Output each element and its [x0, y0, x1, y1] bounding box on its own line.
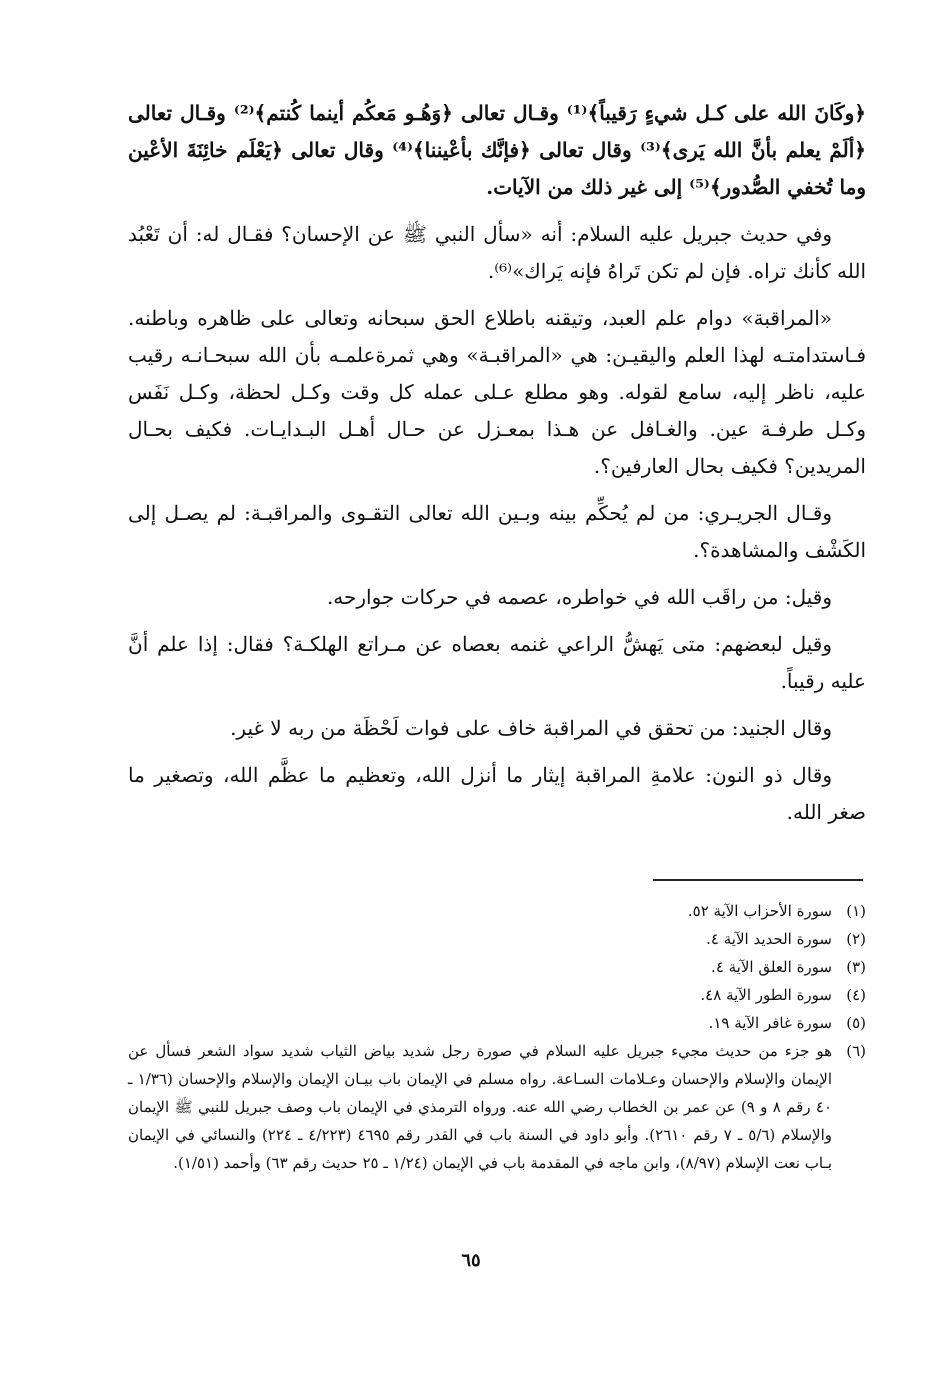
footnote-item [128, 1009, 866, 1037]
paragraph-dhu-al-nun: وقال ذو النون: علامةِ المراقبة إيثار ما أنزل الله، وتعظيم ما عظَّم الله، وتصغير ما صغر الله. [128, 763, 866, 824]
footnote-number: (١) [846, 902, 866, 920]
footnote-text: سورة غافر الآية ١٩. [708, 1014, 832, 1032]
footnote-item [128, 925, 866, 953]
footnote-item [128, 1037, 866, 1177]
footnote-item [128, 981, 866, 1009]
main-text [128, 95, 866, 841]
footnote-item [128, 897, 866, 925]
footnote-text: سورة العلق الآية ٤. [711, 958, 832, 976]
footnote-text: سورة الطور الآية ٤٨. [700, 986, 832, 1004]
footnote-text: سورة الأحزاب الآية ٥٢. [687, 902, 832, 920]
paragraph-qil-1: وقيل: من راقَب الله في خواطره، عصمه في حركات جوارحه. [326, 585, 832, 609]
paragraph-junayd: وقال الجنيد: من تحقق في المراقبة خاف على فوات لَحْظَة من ربه لا غير. [230, 716, 832, 740]
paragraph-jariri: وقـال الجريـري: من لم يُحكِّم بينه وبـين الله تعالى التقـوى والمراقبـة: لم يصـل إلى الكَشْف والمشاهدة؟. [128, 501, 866, 562]
footnote-text: سورة الحديد الآية ٤. [706, 930, 832, 948]
footnote-text: هو جزء من حديث مجيء جبريل عليه السلام في صورة رجل شديد بياض الثياب شديد سواد الشعر فسأل عن الإيمان والإسلام والإحسان وعـلامات السـاعة. رواه مسلم في الإيمان باب بيـان الإيمان والإسلام والإحسان (١/٣٦ ـ ٤٠ رقم ٨ و ٩) عن عمر بن الخطاب رضي الله عنه. ورواه الترمذي في الإيمان باب وصف جبريل للنبي ﷺ الإيمان والإسلام (٥/٦ ـ ٧ رقم ٢٦١٠). وأبو داود في السنة باب في القدر رقم ٤٦٩٥ (٤/٢٢٣ ـ ٢٢٤) والنسائي في الإيمان بـاب نعت الإسلام (٨/٩٧)، وابن ماجه في المقدمة باب في الإيمان (١/٢٤ ـ ٢٥ حديث رقم ٦٣) وأحمد (١/٥١). [128, 1042, 833, 1172]
paragraph-jibril-hadith: وفي حديث جبريل عليه السلام: أنه «سأل النبي ﷺ عن الإحسان؟ فقـال له: أن تَعْبُد الله كأنك تراه. فإن لم تكن تَراهُ فإنه يَراك»⁽⁶⁾. [128, 222, 866, 283]
paragraph-verses: ﴿وكَانَ الله على كـل شيءٍ رَقيباً﴾⁽¹⁾ وقـال تعالى ﴿وَهُـو مَعكُم أينما كُنتم﴾⁽²⁾ وقـال تعالى ﴿ألَمْ يعلم بأنَّ الله يَرى﴾⁽³⁾ وقال تعالى ﴿فإنَّك بأعْيننا﴾⁽⁴⁾ وقال تعالى ﴿يَعْلَم خائِنَةَ الأعْين وما تُخفي الصُّدور﴾⁽⁵⁾ إلى غير ذلك من الآيات. [128, 101, 867, 199]
paragraph-muraqaba-definition: «المراقبة» دوام علم العبد، وتيقنه باطلاع الحق سبحانه وتعالى على ظاهره وباطنه. فـاستدامتـه لهذا العلم واليقيـن: هي «المراقبـة» وهي ثمرةعلمـه بأن الله سبحـانـه رقيب عليه، ناظر إليه، سامع لقوله. وهو مطلع عـلى عمله كل وقت وكـل لحظة، وكـل نَفَس وكـل طرفـة عين. والغـافل عن هـذا بمعـزل عن حـال أهـل البـدايـات. فكيف بحـال المريدين؟ فكيف بحال العارفين؟. [128, 306, 866, 478]
footnote-item [128, 953, 866, 981]
footnote-number: (٣) [846, 958, 866, 976]
footnote-number: (٤) [846, 986, 866, 1004]
footnote-number: (٦) [846, 1042, 866, 1060]
footnote-divider [653, 879, 863, 881]
footnote-number: (٥) [846, 1014, 866, 1032]
page-number: ٦٥ [461, 1250, 481, 1271]
footnotes [128, 897, 866, 1177]
footnote-number: (٢) [846, 930, 866, 948]
paragraph-qil-2: وقيل لبعضهم: متى يَهشُّ الراعي غنمه بعصاه عن مـراتع الهلكـة؟ فقال: إذا علم أنَّ عليه رقيباً. [128, 632, 866, 693]
